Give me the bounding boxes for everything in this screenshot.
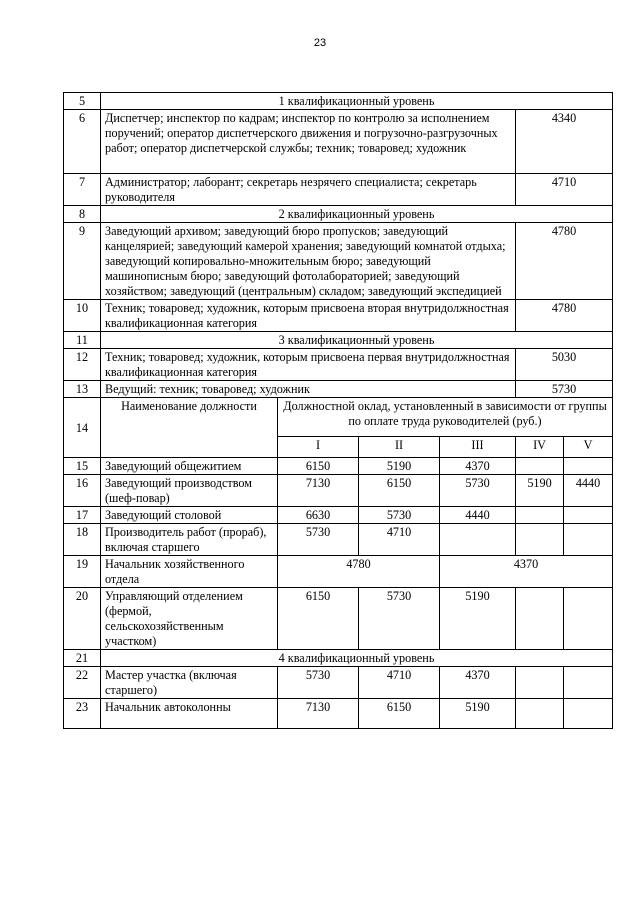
- row-number: 12: [64, 349, 101, 381]
- salary-group-5: [564, 507, 613, 524]
- salary-group-2: 6150: [359, 475, 440, 507]
- position-name: Управляющий отделением (фермой, сельскохозяйственным участком): [101, 588, 278, 650]
- row-number: 9: [64, 223, 101, 300]
- table-row: [64, 556, 613, 588]
- salary-group-4: [516, 507, 564, 524]
- row-number: 16: [64, 475, 101, 507]
- salary-group-5: [564, 524, 613, 556]
- row-number: 11: [64, 332, 101, 349]
- position-name: Диспетчер; инспектор по кадрам; инспектор по контролю за исполнением поручений; оператор диспетчерского движения и погрузочно-разгрузочных работ; оператор диспетчерской службы; техник; товаровед; художник: [101, 110, 516, 174]
- position-name: Ведущий: техник; товаровед; художник: [101, 381, 516, 398]
- salary-group-1: 5730: [278, 667, 359, 699]
- salary-group-1: 6150: [278, 458, 359, 475]
- position-name: Начальник автоколонны: [101, 699, 278, 729]
- salary-group-1: 5730: [278, 524, 359, 556]
- group-header: II: [359, 437, 440, 458]
- salary-group-1: 7130: [278, 699, 359, 729]
- table-row: [64, 699, 613, 729]
- page-number: 23: [313, 37, 327, 49]
- salary-table: [63, 92, 613, 729]
- salary-group-4: [516, 524, 564, 556]
- table-row: [64, 650, 613, 667]
- salary-group-5: [564, 667, 613, 699]
- salary-group-2: 6150: [359, 699, 440, 729]
- salary-value: 5030: [516, 349, 613, 381]
- table-row: [64, 93, 613, 110]
- salary-group-4: 5190: [516, 475, 564, 507]
- position-name: Администратор; лаборант; секретарь незрячего специалиста; секретарь руководителя: [101, 174, 516, 206]
- group-header: I: [278, 437, 359, 458]
- salary-value: 4710: [516, 174, 613, 206]
- table-row: [64, 524, 613, 556]
- row-number: 13: [64, 381, 101, 398]
- salary-group-4: [516, 458, 564, 475]
- position-name: Заведующий столовой: [101, 507, 278, 524]
- position-name: Заведующий производством (шеф-повар): [101, 475, 278, 507]
- group-header: V: [564, 437, 613, 458]
- salary-group-1: 7130: [278, 475, 359, 507]
- salary-value: 4780: [516, 300, 613, 332]
- salary-groups-3-5: 4370: [440, 556, 613, 588]
- row-number: 8: [64, 206, 101, 223]
- row-number: 21: [64, 650, 101, 667]
- salary-group-5: 4440: [564, 475, 613, 507]
- row-number: 6: [64, 110, 101, 174]
- position-name: Техник; товаровед; художник, которым присвоена первая внутридолжностная квалификационная категория: [101, 349, 516, 381]
- salary-value: 5730: [516, 381, 613, 398]
- row-number: 7: [64, 174, 101, 206]
- row-number: 19: [64, 556, 101, 588]
- salary-group-2: 4710: [359, 524, 440, 556]
- salary-group-5: [564, 458, 613, 475]
- salary-group-5: [564, 699, 613, 729]
- salary-group-2: 5190: [359, 458, 440, 475]
- table-row: [64, 667, 613, 699]
- salary-group-1: 6630: [278, 507, 359, 524]
- qualification-level-heading: 1 квалификационный уровень: [101, 93, 613, 110]
- salary-group-3: 4370: [440, 667, 516, 699]
- position-name: Мастер участка (включая старшего): [101, 667, 278, 699]
- row-number: 14: [64, 398, 101, 458]
- salary-column-header: Должностной оклад, установленный в зависимости от группы по оплате труда руководителей (руб.): [278, 398, 613, 437]
- table-row: [64, 332, 613, 349]
- salary-group-3: 4440: [440, 507, 516, 524]
- table-row: [64, 507, 613, 524]
- salary-group-4: [516, 667, 564, 699]
- salary-group-4: [516, 588, 564, 650]
- salary-group-3: 5190: [440, 699, 516, 729]
- position-name: Начальник хозяйственного отдела: [101, 556, 278, 588]
- salary-group-4: [516, 699, 564, 729]
- table-row: [64, 110, 613, 174]
- qualification-level-heading: 3 квалификационный уровень: [101, 332, 613, 349]
- qualification-level-heading: 2 квалификационный уровень: [101, 206, 613, 223]
- salary-value: 4780: [516, 223, 613, 300]
- row-number: 15: [64, 458, 101, 475]
- position-name: Производитель работ (прораб), включая старшего: [101, 524, 278, 556]
- table-row: [64, 223, 613, 300]
- position-name: Заведующий архивом; заведующий бюро пропусков; заведующий канцелярией; заведующий камерой хранения; заведующий комнатой отдыха; заведующий копировально-множительным бюро; заведующий машинописным бюро; заведующий фотолабораторией; заведующий хозяйством; заведующий (центральным) складом; заведующий экспедицией: [101, 223, 516, 300]
- salary-group-3: [440, 524, 516, 556]
- salary-group-2: 5730: [359, 507, 440, 524]
- row-number: 5: [64, 93, 101, 110]
- salary-value: 4340: [516, 110, 613, 174]
- table-row: [64, 381, 613, 398]
- salary-group-3: 5190: [440, 588, 516, 650]
- table-row: [64, 300, 613, 332]
- group-header: III: [440, 437, 516, 458]
- table-row: [64, 588, 613, 650]
- salary-group-3: 4370: [440, 458, 516, 475]
- row-number: 10: [64, 300, 101, 332]
- table-header-row: [64, 398, 613, 437]
- salary-group-3: 5730: [440, 475, 516, 507]
- table-row: [64, 174, 613, 206]
- salary-groups-1-2: 4780: [278, 556, 440, 588]
- qualification-level-heading: 4 квалификационный уровень: [101, 650, 613, 667]
- row-number: 17: [64, 507, 101, 524]
- salary-group-2: 4710: [359, 667, 440, 699]
- position-name: Техник; товаровед; художник, которым присвоена вторая внутридолжностная квалификационная категория: [101, 300, 516, 332]
- salary-group-5: [564, 588, 613, 650]
- row-number: 23: [64, 699, 101, 729]
- salary-group-1: 6150: [278, 588, 359, 650]
- group-header: IV: [516, 437, 564, 458]
- row-number: 18: [64, 524, 101, 556]
- position-name: Заведующий общежитием: [101, 458, 278, 475]
- position-column-header: Наименование должности: [101, 398, 278, 458]
- row-number: 20: [64, 588, 101, 650]
- table-row: [64, 458, 613, 475]
- table-row: [64, 349, 613, 381]
- salary-group-2: 5730: [359, 588, 440, 650]
- table-row: [64, 206, 613, 223]
- table-row: [64, 475, 613, 507]
- row-number: 22: [64, 667, 101, 699]
